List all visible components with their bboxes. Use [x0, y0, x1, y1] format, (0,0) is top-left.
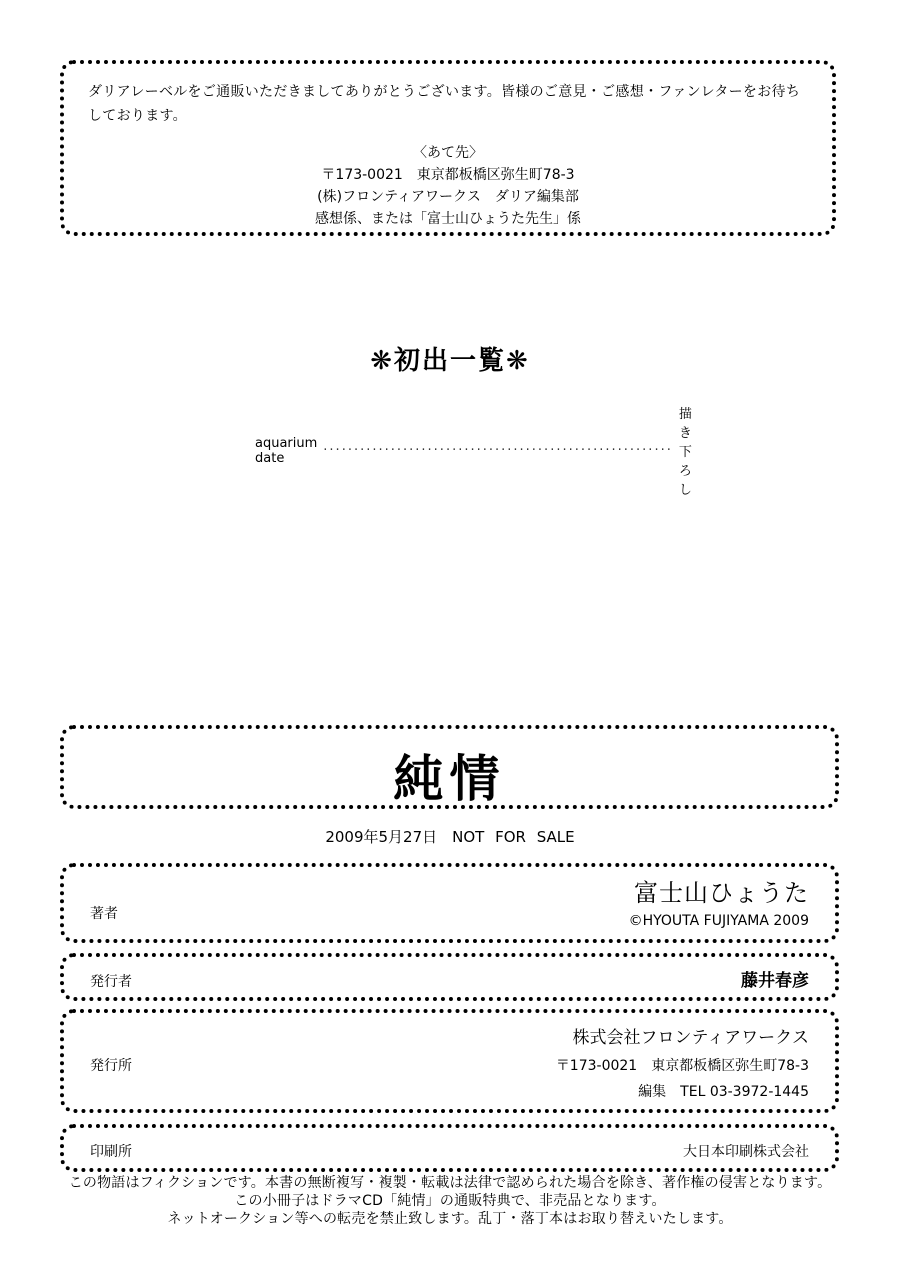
- publication-date: 2009年5月27日 NOT FOR SALE: [325, 828, 575, 846]
- fan-letter-box: [60, 60, 836, 236]
- copyright-line: ©HYOUTA FUJIYAMA 2009: [628, 913, 809, 929]
- address-line-company: (株)フロンティアワークス ダリア編集部: [317, 189, 579, 205]
- printer-name: 大日本印刷株式会社: [683, 1144, 809, 1160]
- publishing-office-box: [60, 1009, 839, 1113]
- fan-letter-message: ダリアレーベルをご通販いただきましてありがとうございます。皆様のご意見・ご感想・ファンレターをお待ちしております。: [88, 84, 801, 124]
- first-appearance-heading: ❋初出一覧❋: [370, 346, 530, 376]
- first-appearance-item-title: aquarium date: [255, 435, 318, 466]
- address-line-recipient: 感想係、または「富士山ひょうた先生」係: [315, 211, 581, 227]
- author-box: [60, 863, 839, 943]
- address-line-postal: 〒173-0021 東京都板橋区弥生町78-3: [321, 167, 575, 183]
- first-appearance-item-source: 描き下ろし: [678, 407, 692, 498]
- office-label: 発行所: [90, 1058, 132, 1074]
- book-title-box: [60, 725, 839, 809]
- publisher-name: 藤井春彦: [741, 971, 809, 991]
- legal-note-copyright: この物語はフィクションです。本書の無断複写・複製・転載は法律で認められた場合を除き、著作権の侵害となります。: [68, 1175, 832, 1191]
- legal-note-not-for-sale: この小冊子はドラマCD「純情」の通販特典で、非売品となります。: [234, 1193, 666, 1209]
- legal-note-resale: ネットオークション等への転売を禁止致します。乱丁・落丁本はお取り替えいたします。: [167, 1211, 733, 1227]
- first-appearance-item: [255, 403, 692, 498]
- leader-dots: ·························································: [323, 443, 673, 458]
- printer-box: [60, 1124, 839, 1172]
- publisher-box: [60, 953, 839, 1001]
- author-label: 著者: [90, 906, 118, 922]
- address-heading: 〈あて先〉: [413, 145, 483, 161]
- legal-notes: [0, 1174, 900, 1228]
- office-tel: 編集 TEL 03-3972-1445: [638, 1084, 809, 1100]
- book-title: 純情: [393, 750, 506, 808]
- author-name: 富士山ひょうた: [634, 879, 809, 907]
- office-name: 株式会社フロンティアワークス: [572, 1028, 809, 1048]
- office-address: 〒173-0021 東京都板橋区弥生町78-3: [555, 1058, 809, 1074]
- printer-label: 印刷所: [90, 1144, 132, 1160]
- mailing-address: [64, 142, 832, 230]
- publisher-label: 発行者: [90, 974, 132, 990]
